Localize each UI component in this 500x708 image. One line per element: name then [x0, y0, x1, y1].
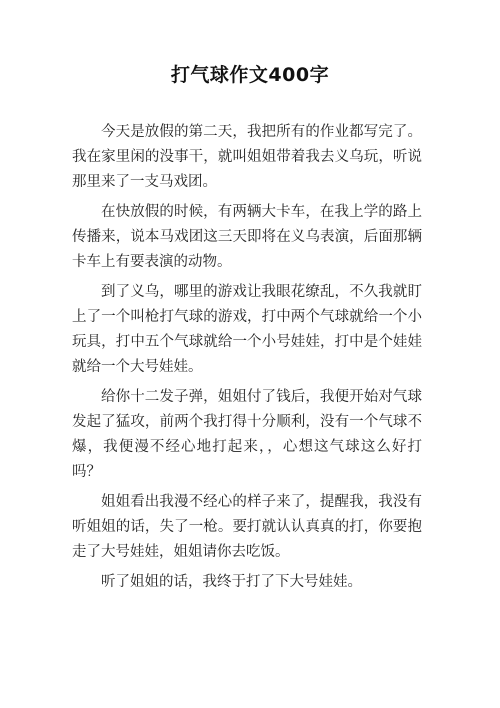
paragraph: 今天是放假的第二天，我把所有的作业都写完了。我在家里闲的没事干，就叫姐姐带着我去义乌玩，听说那里来了一支马戏团。	[72, 124, 422, 190]
paragraph: 听了姐姐的话，我终于打了下大号娃娃。	[101, 574, 362, 590]
document-body	[72, 120, 422, 600]
paragraph: 到了义乌，哪里的游戏让我眼花缭乱，不久我就盯上了一个叫枪打气球的游戏，打中两个气球就给一个小玩具，打中五个气球就给一个小号娃娃，打中是个娃娃就给一个大号娃娃。	[72, 284, 422, 375]
document-title: 打气球作文400字	[170, 64, 330, 86]
paragraph: 在快放假的时候，有两辆大卡车，在我上学的路上传播来，说本马戏团这三天即将在义乌表演，后面那辆卡车上有要表演的动物。	[72, 204, 422, 270]
paragraph: 姐姐看出我漫不经心的样子来了，提醒我，我没有听姐姐的话，失了一枪。要打就认认真真的打，你要抱走了大号娃娃，姐姐请你去吃饭。	[72, 494, 422, 560]
paragraph: 给你十二发子弹，姐姐付了钱后，我便开始对气球发起了猛攻，前两个我打得十分顺利，没有一个气球不爆，我便漫不经心地打起来，，心想这气球这么好打吗？	[72, 389, 422, 480]
